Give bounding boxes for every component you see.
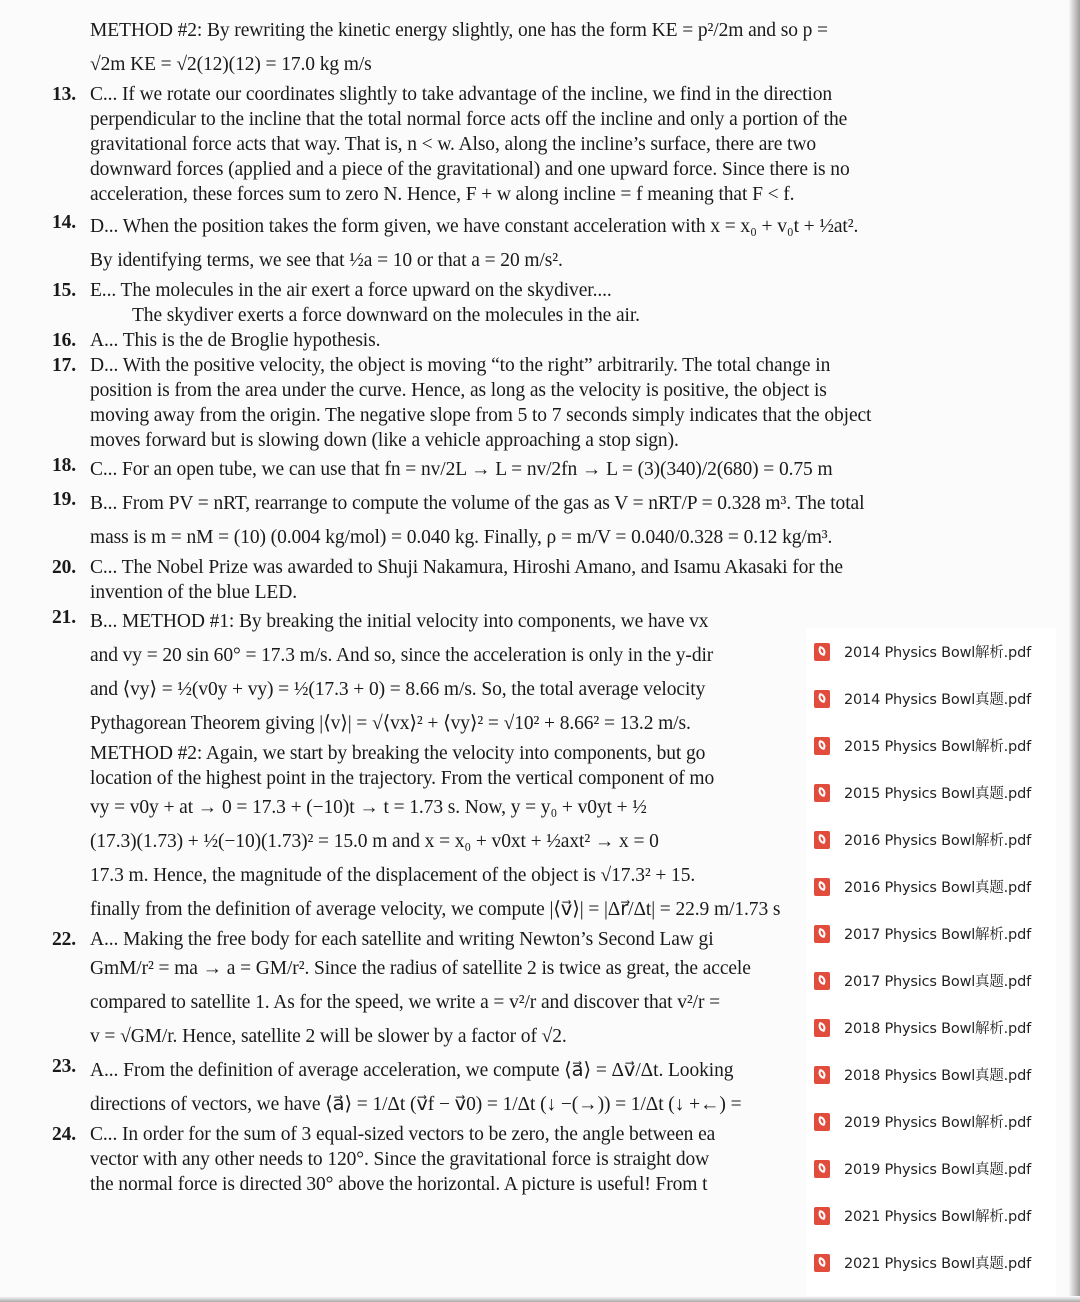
text-line: GmM/r² = ma → a = GM/r². Since the radius of satellite 2 is twice as great, the accele (90, 958, 751, 979)
text-line: invention of the blue LED. (90, 582, 297, 603)
pdf-icon (814, 925, 830, 943)
file-name: 2019 Physics Bowl真题.pdf (844, 1162, 1031, 1178)
file-item[interactable] (806, 769, 1056, 816)
file-item[interactable] (806, 1239, 1056, 1286)
pdf-icon (814, 1254, 830, 1272)
file-name: 2018 Physics Bowl真题.pdf (844, 1068, 1031, 1084)
text-line: B... From PV = nRT, rearrange to compute the volume of the gas as V = nRT/P = 0.328 m³. The total (90, 493, 865, 514)
text-line: A... Making the free body for each satellite and writing Newton’s Second Law gi (90, 929, 714, 950)
window-shadow-bottom (0, 1296, 1080, 1302)
file-item[interactable] (806, 1192, 1056, 1239)
text-line: D... With the positive velocity, the object is moving “to the right” arbitrarily. The total change in (90, 355, 831, 376)
file-item[interactable] (806, 910, 1056, 957)
text-line: Pythagorean Theorem giving |⟨v⟩| = √⟨vx⟩² + ⟨vy⟩² = √10² + 8.66² = 13.2 m/s. (90, 713, 691, 734)
answer-16 (0, 328, 1020, 353)
text-line: moves forward but is slowing down (like a vehicle approaching a stop sign). (90, 430, 679, 451)
text-line: √2m KE = √2(12)(12) = 17.0 kg m/s (90, 54, 372, 75)
answer-15 (0, 278, 1020, 328)
text-line: position is from the area under the curve. Hence, as long as the velocity is positive, the object is (90, 380, 827, 401)
answer-14 (0, 210, 1020, 278)
file-name: 2017 Physics Bowl真题.pdf (844, 974, 1031, 990)
text-line: downward forces (applied and a piece of the gravitational) and one upward force. Since there is no (90, 159, 850, 180)
text-line: METHOD #2: By rewriting the kinetic energy slightly, one has the form KE = p²/2m and so p = (90, 20, 828, 41)
question-number: 20. (52, 557, 77, 578)
text-line: finally from the definition of average velocity, we compute |⟨v⃗⟩| = |Δr⃗/Δt| = 22.9 m/1.73 s (90, 899, 781, 920)
file-item[interactable] (806, 1004, 1056, 1051)
answer-17 (0, 353, 1020, 453)
pdf-icon (814, 831, 830, 849)
question-number: 22. (52, 929, 77, 950)
file-item[interactable] (806, 816, 1056, 863)
pdf-icon (814, 1019, 830, 1037)
pdf-icon (814, 972, 830, 990)
file-list-panel (806, 628, 1056, 1302)
text-line: moving away from the origin. The negative slope from 5 to 7 seconds simply indicates that the object (90, 405, 872, 426)
text-line: acceleration, these forces sum to zero N. Hence, F + w along incline = f meaning that F < f. (90, 184, 795, 205)
question-number: 21. (52, 607, 77, 628)
text-line: compared to satellite 1. As for the speed, we write a = v²/r and discover that v²/r = (90, 992, 721, 1013)
file-name: 2019 Physics Bowl解析.pdf (844, 1115, 1031, 1131)
text-line: location of the highest point in the trajectory. From the vertical component of mo (90, 768, 715, 789)
pdf-icon (814, 784, 830, 802)
question-number: 18. (52, 455, 77, 476)
text-line: D... When the position takes the form given, we have constant acceleration with x = x₀ + v₀t + ½at². (90, 216, 859, 237)
text-line: The skydiver exerts a force downward on the molecules in the air. (132, 305, 640, 326)
text-line: the normal force is directed 30° above the horizontal. A picture is useful! From t (90, 1174, 708, 1195)
file-item[interactable] (806, 1098, 1056, 1145)
text-line: METHOD #2: Again, we start by breaking the velocity into components, but go (90, 743, 706, 764)
text-line: A... From the definition of average acceleration, we compute ⟨a⃗⟩ = Δv⃗/Δt. Looking (90, 1060, 734, 1081)
question-number: 17. (52, 355, 77, 376)
file-name: 2015 Physics Bowl真题.pdf (844, 786, 1031, 802)
file-name: 2014 Physics Bowl真题.pdf (844, 692, 1031, 708)
pdf-icon (814, 690, 830, 708)
text-line: and vy = 20 sin 60° = 17.3 m/s. And so, since the acceleration is only in the y-dir (90, 645, 714, 666)
file-item[interactable] (806, 1145, 1056, 1192)
text-line: v = √GM/r. Hence, satellite 2 will be slower by a factor of √2. (90, 1026, 567, 1047)
pdf-icon (814, 1207, 830, 1225)
text-line: and ⟨vy⟩ = ½(v0y + vy) = ½(17.3 + 0) = 8.66 m/s. So, the total average velocity (90, 679, 706, 700)
question-number: 15. (52, 280, 77, 301)
window-shadow-right (1068, 0, 1080, 1302)
answer-19 (0, 487, 1020, 555)
file-name: 2015 Physics Bowl解析.pdf (844, 739, 1031, 755)
text-line: (17.3)(1.73) + ½(−10)(1.73)² = 15.0 m and x = x₀ + v0xt + ½axt² → x = 0 (90, 831, 659, 852)
file-name: 2021 Physics Bowl解析.pdf (844, 1209, 1031, 1225)
text-line: gravitational force acts that way. That is, n < w. Also, along the incline’s surface, there are two (90, 134, 816, 155)
file-name: 2016 Physics Bowl真题.pdf (844, 880, 1031, 896)
pdf-icon (814, 878, 830, 896)
answer-20 (0, 555, 1020, 605)
file-item[interactable] (806, 957, 1056, 1004)
question-number: 14. (52, 212, 77, 233)
question-number: 19. (52, 489, 77, 510)
file-name: 2017 Physics Bowl解析.pdf (844, 927, 1031, 943)
file-item[interactable] (806, 1051, 1056, 1098)
text-line: A... This is the de Broglie hypothesis. (90, 330, 381, 351)
file-item[interactable] (806, 863, 1056, 910)
file-item[interactable] (806, 628, 1056, 675)
text-line: C... For an open tube, we can use that fn = nv/2L → L = nv/2fn → L = (3)(340)/2(680) = 0.75 m (90, 459, 833, 480)
pdf-icon (814, 1113, 830, 1131)
text-line: vector with any other needs to 120°. Since the gravitational force is straight dow (90, 1149, 710, 1170)
question-number: 13. (52, 84, 77, 105)
method2-continuation (0, 14, 1020, 82)
text-line: C... The Nobel Prize was awarded to Shuji Nakamura, Hiroshi Amano, and Isamu Akasaki for the (90, 557, 843, 578)
text-line: E... The molecules in the air exert a force upward on the skydiver.... (90, 280, 612, 301)
text-line: C... If we rotate our coordinates slightly to take advantage of the incline, we find in the direction (90, 84, 833, 105)
question-number: 16. (52, 330, 77, 351)
pdf-icon (814, 643, 830, 661)
file-name: 2014 Physics Bowl解析.pdf (844, 645, 1031, 661)
text-line: 17.3 m. Hence, the magnitude of the displacement of the object is √17.3² + 15. (90, 865, 696, 886)
text-line: mass is m = nM = (10) (0.004 kg/mol) = 0.040 kg. Finally, ρ = m/V = 0.040/0.328 = 0.12 kg/m³. (90, 527, 833, 548)
text-line: By identifying terms, we see that ½a = 10 or that a = 20 m/s². (90, 250, 563, 271)
question-number: 24. (52, 1124, 77, 1145)
pdf-icon (814, 737, 830, 755)
text-line: B... METHOD #1: By breaking the initial velocity into components, we have vx (90, 611, 709, 632)
question-number: 23. (52, 1056, 77, 1077)
file-name: 2018 Physics Bowl解析.pdf (844, 1021, 1031, 1037)
text-line: vy = v0y + at → 0 = 17.3 + (−10)t → t = 1.73 s. Now, y = y₀ + v0yt + ½ (90, 797, 647, 818)
pdf-icon (814, 1160, 830, 1178)
answer-13 (0, 82, 1020, 207)
file-name: 2016 Physics Bowl解析.pdf (844, 833, 1031, 849)
file-item[interactable] (806, 675, 1056, 722)
file-name: 2021 Physics Bowl真题.pdf (844, 1256, 1031, 1272)
answer-18 (0, 453, 1020, 487)
text-line: perpendicular to the incline that the total normal force acts off the incline and only a portion of the (90, 109, 848, 130)
file-item[interactable] (806, 722, 1056, 769)
pdf-icon (814, 1066, 830, 1084)
text-line: directions of vectors, we have ⟨a⃗⟩ = 1/Δt (v⃗f − v⃗0) = 1/Δt (↓ −(→)) = 1/Δt (↓ +←) = (90, 1094, 742, 1115)
text-line: C... In order for the sum of 3 equal-sized vectors to be zero, the angle between ea (90, 1124, 716, 1145)
